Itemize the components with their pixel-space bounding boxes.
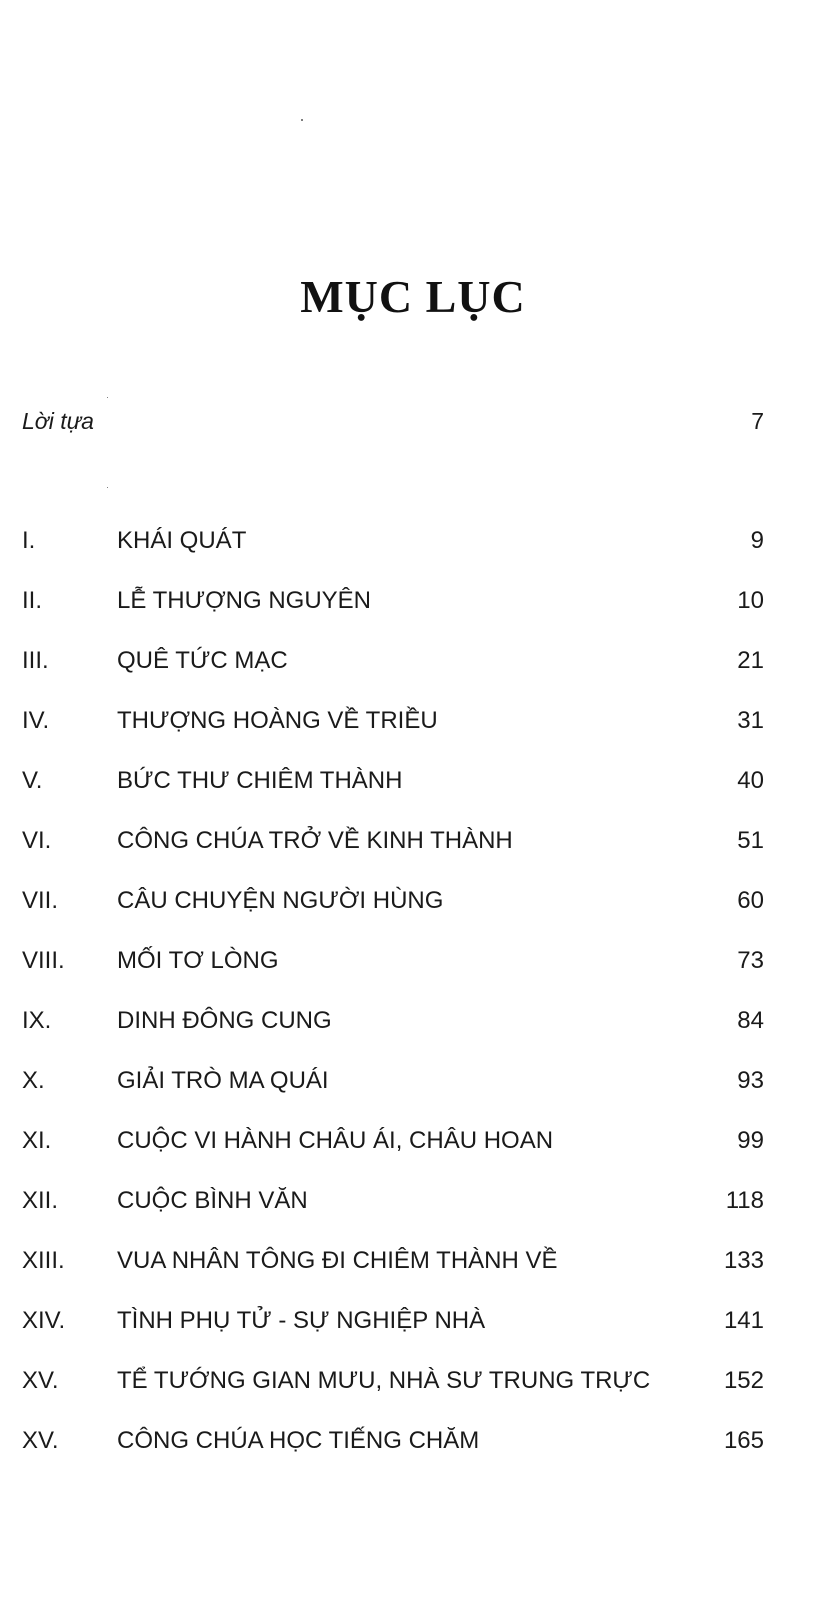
- chapter-page-number: 93: [737, 1067, 764, 1094]
- chapter-title: CÂU CHUYỆN NGƯỜI HÙNG: [117, 887, 444, 914]
- chapter-number: X.: [22, 1067, 45, 1094]
- chapter-page-number: 165: [723, 1427, 764, 1454]
- toc-entry: [22, 1247, 764, 1307]
- toc-entry: [22, 947, 764, 1007]
- chapter-page-number: 10: [737, 587, 764, 614]
- chapter-number: XII.: [22, 1187, 59, 1214]
- chapter-title: LỄ THƯỢNG NGUYÊN: [117, 587, 372, 614]
- chapter-number: II.: [22, 587, 43, 614]
- chapter-title: VUA NHÂN TÔNG ĐI CHIÊM THÀNH VỀ: [117, 1247, 558, 1274]
- chapter-page-number: 73: [737, 947, 764, 974]
- chapter-page-number: 9: [750, 527, 764, 554]
- chapter-page-number: 84: [737, 1007, 764, 1034]
- chapter-number: VIII.: [22, 947, 65, 974]
- toc-entry: [22, 1367, 764, 1427]
- chapter-title: TỂ TƯỚNG GIAN MƯU, NHÀ SƯ TRUNG TRỰC: [117, 1367, 651, 1394]
- toc-entry: [22, 887, 764, 947]
- chapter-page-number: 40: [737, 767, 764, 794]
- preface-entry: [22, 408, 764, 435]
- chapter-title: TÌNH PHỤ TỬ - SỰ NGHIỆP NHÀ: [117, 1307, 486, 1334]
- chapter-number: XIV.: [22, 1307, 66, 1334]
- preface-page-number: 7: [751, 408, 764, 434]
- toc-entry: [22, 1307, 764, 1367]
- chapter-title: THƯỢNG HOÀNG VỀ TRIỀU: [117, 707, 438, 734]
- chapter-title: CUỘC BÌNH VĂN: [117, 1187, 308, 1214]
- chapter-number: XI.: [22, 1127, 52, 1154]
- chapter-number: I.: [22, 527, 36, 554]
- chapter-page-number: 31: [737, 707, 764, 734]
- chapter-number: IX.: [22, 1007, 52, 1034]
- chapter-number: III.: [22, 647, 49, 674]
- page-title: MỤC LỤC: [300, 271, 526, 322]
- speck-mark: [107, 487, 108, 488]
- toc-entry: [22, 707, 764, 767]
- toc-entry: [22, 1127, 764, 1187]
- chapter-page-number: 141: [723, 1307, 764, 1334]
- speck-mark: [301, 119, 303, 121]
- toc-entry: [22, 1007, 764, 1067]
- chapter-number: XIII.: [22, 1247, 65, 1274]
- chapter-number: XV.: [22, 1367, 59, 1394]
- toc-entry: [22, 647, 764, 707]
- chapter-title: KHÁI QUÁT: [117, 527, 247, 554]
- chapter-page-number: 60: [737, 887, 764, 914]
- chapter-title: QUÊ TỨC MẠC: [117, 647, 288, 674]
- chapter-number: VII.: [22, 887, 59, 914]
- toc-entry: [22, 1187, 764, 1247]
- chapter-page-number: 118: [725, 1187, 764, 1214]
- chapter-number: V.: [22, 767, 43, 794]
- toc-list: [22, 527, 764, 1487]
- chapter-number: XV.: [22, 1427, 59, 1454]
- chapter-page-number: 152: [723, 1367, 764, 1394]
- toc-entry: [22, 1427, 764, 1487]
- chapter-page-number: 133: [723, 1247, 764, 1274]
- chapter-page-number: 21: [737, 647, 764, 674]
- toc-entry: [22, 767, 764, 827]
- chapter-page-number: 99: [737, 1127, 764, 1154]
- chapter-title: CUỘC VI HÀNH CHÂU ÁI, CHÂU HOAN: [117, 1127, 554, 1154]
- chapter-title: DINH ĐÔNG CUNG: [117, 1007, 332, 1034]
- chapter-title: CÔNG CHÚA HỌC TIẾNG CHĂM: [117, 1427, 480, 1454]
- chapter-title: BỨC THƯ CHIÊM THÀNH: [117, 767, 403, 794]
- toc-entry: [22, 527, 764, 587]
- toc-entry: [22, 827, 764, 887]
- chapter-page-number: 51: [737, 827, 764, 854]
- chapter-title: MỐI TƠ LÒNG: [117, 947, 279, 974]
- toc-entry: [22, 1067, 764, 1127]
- chapter-number: IV.: [22, 707, 50, 734]
- preface-label: Lời tựa: [22, 408, 94, 434]
- toc-entry: [22, 587, 764, 647]
- chapter-title: CÔNG CHÚA TRỞ VỀ KINH THÀNH: [117, 827, 513, 854]
- chapter-title: GIẢI TRÒ MA QUÁI: [117, 1067, 329, 1094]
- speck-mark: [107, 397, 108, 398]
- chapter-number: VI.: [22, 827, 52, 854]
